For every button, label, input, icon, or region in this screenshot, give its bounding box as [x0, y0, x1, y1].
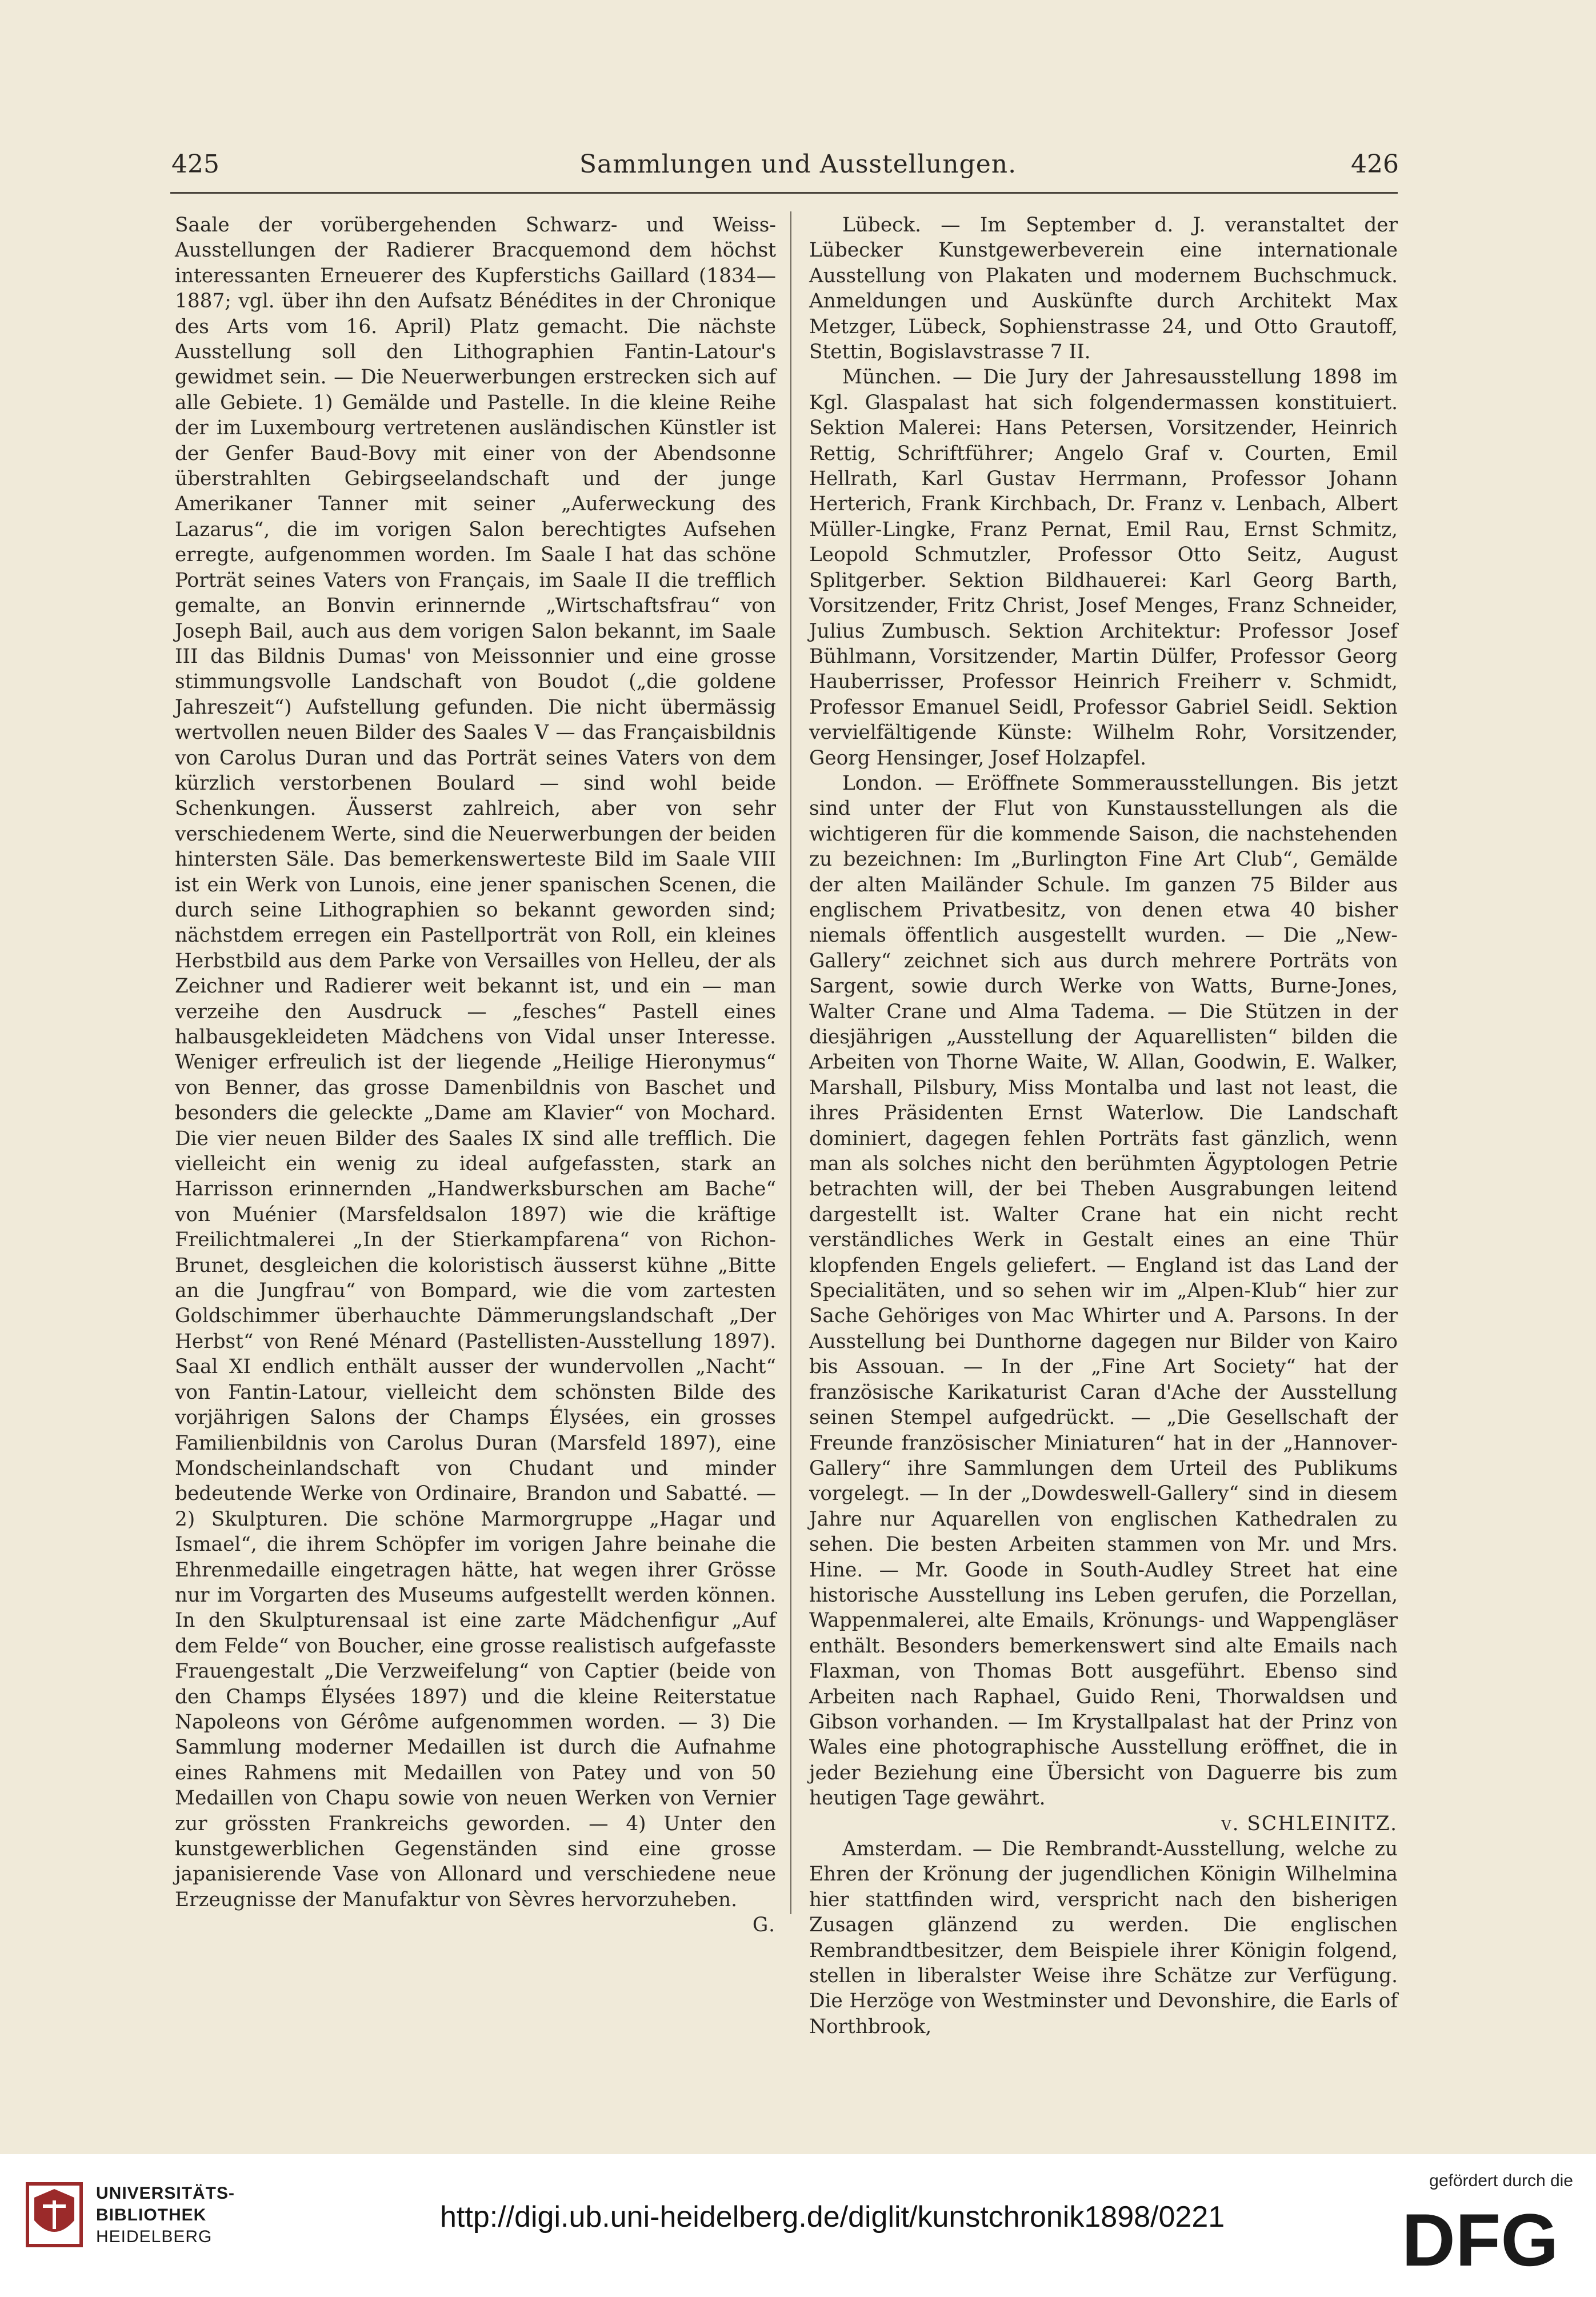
- digitization-footer: [0, 2154, 1596, 2297]
- library-line-2: BIBLIOTHEK: [96, 2206, 207, 2224]
- page-number-left: 425: [171, 150, 219, 179]
- library-name: [96, 2183, 235, 2248]
- column-divider: [790, 211, 791, 1914]
- dfg-logo-text: DFG: [1402, 2200, 1559, 2274]
- left-paragraph: Saale der vorübergehenden Schwarz- und Weiss-Ausstellungen der Radierer Bracquemond dem höchst interessanten Erneuerer des Kupferstichs Gaillard (1834—1887; vgl. über ihn den Aufsatz Bénédites in der Chronique des Arts vom 16. April) Platz gemacht. Die nächste Ausstellung soll den Lithographien Fantin-Latour's gewidmet sein. — Die Neuerwerbungen erstrecken sich auf alle Gebiete. 1) Gemälde und Pastelle. In die kleine Reihe der im Luxembourg vertretenen ausländischen Künstler ist der Genfer Baud-Bovy mit einer von der Abendsonne überstrahlten Gebirgseelandschaft und der junge Amerikaner Tanner mit seiner „Auferweckung des Lazarus“, die im vorigen Salon berechtigtes Aufsehen erregte, aufgenommen worden. Im Saale I hat das schöne Porträt seines Vaters von Français, im Saale II die trefflich gemalte, an Bonvin erinnernde „Wirtschaftsfrau“ von Joseph Bail, auch aus dem vorigen Salon bekannt, im Saale III das Bildnis Dumas' von Meissonnier und eine grosse stimmungsvolle Landschaft von Boudot („die goldene Jahreszeit“) Aufstellung gefunden. Die nicht übermässig wertvollen neuen Bilder des Saales V — das Françaisbildnis von Carolus Duran und das Porträt seines Vaters von dem kürzlich verstorbenen Boulard — sind wohl beide Schenkungen. Äusserst zahlreich, aber von sehr verschiedenem Werte, sind die Neuerwerbungen der beiden hintersten Säle. Das bemerkenswerteste Bild im Saale VIII ist ein Werk von Lunois, eine jener spanischen Scenen, die durch seine Lithographien so bekannt geworden sind; nächstdem erregen ein Pastellporträt von Roll, ein kleines Herbstbild aus dem Parke von Versailles von Helleu, der als Zeichner und Radierer weit bekannt ist, und ein — man verzeihe den Ausdruck — „fesches“ Pastell eines halbausgekleideten Mädchens von Vidal unser Interesse. Weniger erfreulich ist der liegende „Heilige Hieronymus“ von Benner, das grosse Damenbildnis von Baschet und besonders die geleckte „Dame am Klavier“ von Mochard. Die vier neuen Bilder des Saales IX sind alle trefflich. Die vielleicht ein wenig zu ideal aufgefassten, stark an Harrisson erinnernden „Handwerksburschen am Bache“ von Muénier (Marsfeldsalon 1897) wie die kräftige Freilichtmalerei „In der Stierkampfarena“ von Richon-Brunet, desgleichen die koloristisch äusserst kühne „Bitte an die Jungfrau“ von Bompard, wie die vom zartesten Goldschimmer überhauchte Dämmerungslandschaft „Der Herbst“ von René Ménard (Pastellisten-Ausstellung 1897). Saal XI endlich enthält ausser der wundervollen „Nacht“ von Fantin-Latour, vielleicht dem schönsten Bilde des vorjährigen Salons der Champs Élysées, ein grosses Familienbildnis von Carolus Duran (Marsfeld 1897), eine Mondscheinlandschaft von Chudant und minder bedeutende Werke von Ordinaire, Brandon und Sabatté. — 2) Skulpturen. Die schöne Marmorgruppe „Hagar und Ismael“, die ihrem Schöpfer im vorigen Jahre beinahe die Ehrenmedaille eingetragen hätte, hat wegen ihrer Grösse nur im Vorgarten des Museums aufgestellt werden können. In den Skulpturensaal ist eine zarte Mädchenfigur „Auf dem Felde“ von Boucher, eine grosse realistisch aufgefasste Frauengestalt „Die Verzweifelung“ von Captier (beide von den Champs Élysées 1897) und die kleine Reiterstatue Napoleons von Gérôme aufgenommen worden. — 3) Die Sammlung moderner Medaillen ist durch die Aufnahme eines Rahmens mit Medaillen von Patey und von 50 Medaillen von Chapu sowie von neuen Werken von Vernier zur grössten Frankreichs geworden. — 4) Unter den kunstgewerblichen Gegenständen sind eine grosse japanisierende Vase von Allonard und verschiedene neue Erzeugnisse der Manufaktur von Sèvres hervorzuheben.: [175, 214, 776, 1911]
- right-signature: v. SCHLEINITZ.: [1221, 1812, 1398, 1835]
- library-line-3: HEIDELBERG: [96, 2227, 213, 2246]
- running-title: Sammlungen und Ausstellungen.: [579, 150, 1017, 179]
- lubeck-paragraph: Lübeck. — Im September d. J. veranstaltet der Lübecker Kunstgewerbeverein eine internationale Ausstellung von Plakaten und modernem Buchschmuck. Anmeldungen und Auskünfte durch Architekt Max Metzger, Lübeck, Sophienstrasse 24, und Otto Grautoff, Stettin, Bogislavstrasse 7 II.: [809, 214, 1398, 364]
- right-column: [809, 213, 1398, 2039]
- london-paragraph: London. — Eröffnete Sommerausstellungen. Bis jetzt sind unter der Flut von Kunstausstellungen als die wichtigeren für die kommende Saison, die nachstehenden zu bezeichnen: Im „Burlington Fine Art Club“, Gemälde der alten Mailänder Schule. Im ganzen 75 Bilder aus englischem Privatbesitz, von denen etwa 40 bisher niemals öffentlich ausgestellt wurden. — Die „New-Gallery“ zeichnet sich aus durch mehrere Porträts von Sargent, sowie durch Werke von Watts, Burne-Jones, Walter Crane und Alma Tadema. — Die Stützen in der diesjährigen „Ausstellung der Aquarellisten“ bilden die Arbeiten von Thorne Waite, W. Allan, Goodwin, E. Walker, Marshall, Pilsbury, Miss Montalba und last not least, die ihres Präsidenten Ernst Waterlow. Die Landschaft dominiert, dagegen fehlen Porträts fast gänzlich, wenn man als solches nicht den berühmten Ägyptologen Petrie betrachten will, der bei Theben Ausgrabungen leitend dargestellt ist. Walter Crane hat ein nicht recht verständliches Werk in Gestalt eines an eine Thür klopfenden Engels geliefert. — England ist das Land der Specialitäten, und so sehen wir im „Alpen-Klub“ hier zur Sache Gehöriges von Mac Whirter und A. Parsons. In der Ausstellung bei Dunthorne dagegen nur Bilder von Kairo bis Assouan. — In der „Fine Art Society“ hat der französische Karikaturist Caran d'Ache der Ausstellung seinen Stempel aufgedrückt. — „Die Gesellschaft der Freunde französischer Miniaturen“ hat in der „Hannover-Gallery“ ihre Sammlungen dem Urteil des Publikums vorgelegt. — In der „Dowdeswell-Gallery“ sind in diesem Jahre nur Aquarellen von englischen Kathedralen zu sehen. Die besten Arbeiten stammen von Mr. und Mrs. Hine. — Mr. Goode in South-Audley Street hat eine historische Ausstellung ins Leben gerufen, die Porzellan, Wappenmalerei, alte Emails, Krönungs- und Wappengläser enthält. Besonders bemerkenswert sind alte Emails nach Flaxman, von Thomas Bott ausgeführt. Ebenso sind Arbeiten nach Raphael, Guido Reni, Thorwaldsen und Gibson vorhanden. — Im Krystallpalast hat der Prinz von Wales eine photographische Ausstellung eröffnet, die in jeder Beziehung eine Übersicht von Daguerre bis zum heutigen Tage gewährt.: [809, 771, 1398, 1810]
- munchen-paragraph: München. — Die Jury der Jahresausstellung 1898 im Kgl. Glaspalast hat sich folgendermassen konstituiert. Sektion Malerei: Hans Petersen, Vorsitzender, Heinrich Rettig, Schriftführer; Angelo Graf v. Courten, Emil Hellrath, Karl Gustav Herrmann, Professor Johann Herterich, Frank Kirchbach, Dr. Franz v. Lenbach, Albert Müller-Lingke, Franz Pernat, Emil Rau, Ernst Schmitz, Leopold Schmutzler, Professor Otto Seitz, August Splitgerber. Sektion Bildhauerei: Karl Georg Barth, Vorsitzender, Fritz Christ, Josef Menges, Franz Schneider, Julius Zumbusch. Sektion Architektur: Professor Josef Bühlmann, Vorsitzender, Martin Dülfer, Professor Georg Hauberrisser, Professor Heinrich Freiherr v. Schmidt, Professor Emanuel Seidl, Professor Gabriel Seidl. Sektion vervielfältigende Künste: Wilhelm Rohr, Vorsitzender, Georg Hensinger, Josef Holzapfel.: [809, 366, 1398, 770]
- permalink-url[interactable]: http://digi.ub.uni-heidelberg.de/diglit/kunstchronik1898/0221: [440, 2200, 1225, 2234]
- university-seal-icon: [23, 2180, 86, 2249]
- left-column: [175, 213, 776, 1938]
- library-line-1: UNIVERSITÄTS-: [96, 2184, 235, 2203]
- left-signature: G.: [752, 1914, 776, 1937]
- page-number-right: 426: [1351, 150, 1399, 179]
- funding-caption: gefördert durch die: [1429, 2171, 1573, 2190]
- dfg-logo: [1402, 2200, 1573, 2274]
- amsterdam-paragraph: Amsterdam. — Die Rembrandt-Ausstellung, welche zu Ehren der Krönung der jugendlichen Königin Wilhelmina hier stattfinden wird, verspricht nach den bisherigen Zusagen glänzend zu werden. Die englischen Rembrandtbesitzer, dem Beispiele ihrer Königin folgend, stellen in liberalster Weise ihre Schätze zur Verfügung. Die Herzöge von Westminster und Devonshire, die Earls of Northbrook,: [809, 1838, 1398, 2038]
- header-rule: [170, 192, 1398, 194]
